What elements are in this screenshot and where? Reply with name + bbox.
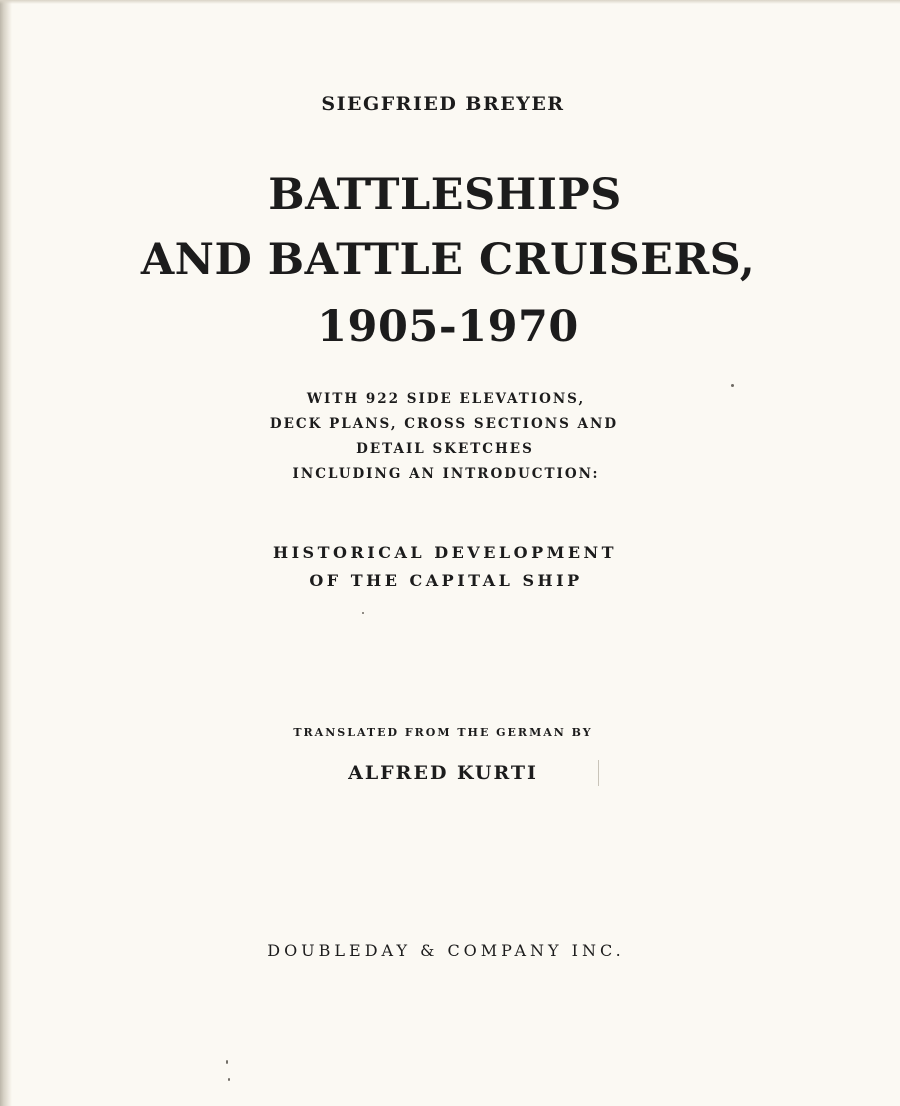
subtitle-line-2: DECK PLANS, CROSS SECTIONS AND	[269, 416, 619, 432]
book-title-line-1: BATTLESHIPS	[268, 170, 622, 220]
paper-speck	[731, 384, 734, 387]
author-name: SIEGFRIED BREYER	[321, 93, 565, 115]
book-title-line-3: 1905-1970	[317, 302, 579, 352]
subtitle-line-3: DETAIL SKETCHES	[356, 441, 534, 457]
subtitle-line-4: INCLUDING AN INTRODUCTION:	[292, 466, 600, 482]
introduction-title-line-1: HISTORICAL DEVELOPMENT	[272, 543, 618, 562]
introduction-title-line-2: OF THE CAPITAL SHIP	[309, 571, 583, 590]
paper-speck	[362, 612, 364, 614]
publisher-name: DOUBLEDAY & COMPANY INC.	[267, 941, 625, 960]
book-title-line-2: AND BATTLE CRUISERS,	[140, 235, 756, 285]
paper-speck	[226, 1060, 228, 1064]
paper-speck	[228, 1078, 230, 1081]
subtitle-line-1: WITH 922 SIDE ELEVATIONS,	[306, 391, 586, 407]
top-page-edge	[0, 0, 900, 4]
translator-name: ALFRED KURTI	[348, 762, 538, 784]
paper-speck	[598, 760, 599, 786]
translated-by-label: TRANSLATED FROM THE GERMAN BY	[293, 726, 593, 739]
